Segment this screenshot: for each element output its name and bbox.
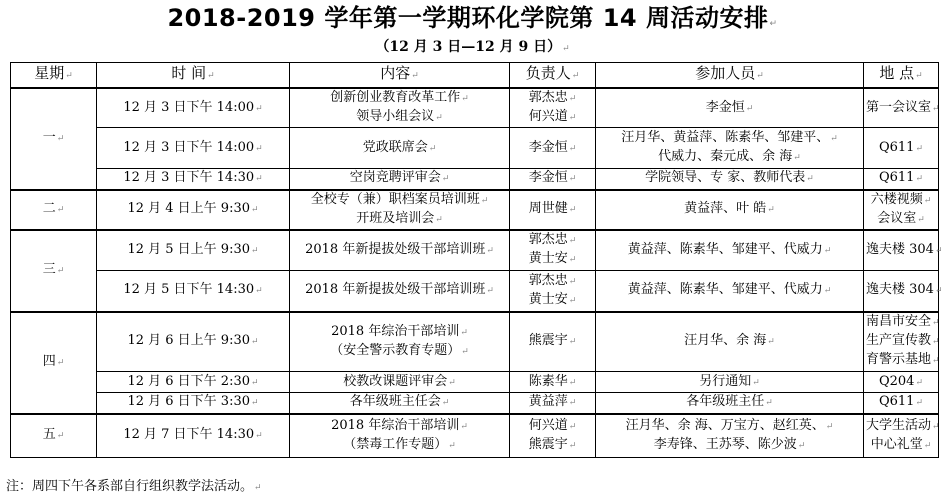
participants-cell: 汪月华、余 海、万宝方、赵红英、↵ 李寿锋、王苏琴、陈少波↵	[596, 414, 864, 458]
time-cell: 12 月 3 日下午 14:30↵	[97, 169, 290, 190]
table-row	[11, 169, 939, 190]
paragraph-mark-icon: ↵	[254, 483, 262, 493]
page-title	[0, 2, 945, 40]
content-cell: 党政联席会↵	[290, 128, 510, 169]
table-row	[11, 128, 939, 169]
weekday-cell: 四↵	[11, 312, 97, 414]
participants-cell: 学院领导、专 家、教师代表↵	[596, 169, 864, 190]
content-cell: 2018 年新提拔处级干部培训班↵	[290, 230, 510, 271]
content-cell: 各年级班主任会↵	[290, 393, 510, 414]
time-cell: 12 月 6 日下午 2:30↵	[97, 372, 290, 393]
title-text: 2018-2019 学年第一学期环化学院第 14 周活动安排	[167, 4, 769, 32]
location-cell: 逸夫楼 304↵	[864, 271, 939, 312]
leader-cell: 何兴道↵ 熊震宇↵	[510, 414, 596, 458]
participants-cell: 汪月华、余 海↵	[596, 312, 864, 372]
content-cell: 2018 年新提拔处级干部培训班↵	[290, 271, 510, 312]
participants-cell: 各年级班主任↵	[596, 393, 864, 414]
time-cell: 12 月 4 日上午 9:30↵	[97, 190, 290, 230]
content-cell: 2018 年综治干部培训↵ （安全警示教育专题）↵	[290, 312, 510, 372]
leader-cell: 周世健↵	[510, 190, 596, 230]
time-cell: 12 月 6 日下午 3:30↵	[97, 393, 290, 414]
subtitle-text: （12 月 3 日—12 月 9 日）	[375, 39, 562, 55]
weekday-cell: 五↵	[11, 414, 97, 458]
location-cell: Q204↵	[864, 372, 939, 393]
weekday-cell: 一↵	[11, 88, 97, 190]
table-row	[11, 312, 939, 372]
table-header-row	[11, 63, 939, 89]
leader-cell: 李金恒↵	[510, 169, 596, 190]
content-cell: 全校专（兼）职档案员培训班↵ 开班及培训会↵	[290, 190, 510, 230]
leader-cell: 郭杰忠↵ 黄士安↵	[510, 271, 596, 312]
time-cell: 12 月 3 日下午 14:00↵	[97, 88, 290, 128]
table-row	[11, 393, 939, 414]
participants-cell: 黄益萍、陈素华、邹建平、代威力↵	[596, 271, 864, 312]
table-row	[11, 372, 939, 393]
table-row	[11, 230, 939, 271]
page-subtitle	[0, 38, 945, 58]
location-cell: 逸夫楼 304↵	[864, 230, 939, 271]
location-cell: Q611↵	[864, 128, 939, 169]
participants-cell: 李金恒↵	[596, 88, 864, 128]
leader-cell: 熊震宇↵	[510, 312, 596, 372]
participants-cell: 另行通知↵	[596, 372, 864, 393]
footnote	[6, 478, 262, 497]
table-row	[11, 271, 939, 312]
location-cell: 南昌市安全↵ 生产宣传教↵ 育警示基地↵	[864, 312, 939, 372]
leader-cell: 李金恒↵	[510, 128, 596, 169]
paragraph-mark-icon: ↵	[769, 19, 778, 29]
time-cell: 12 月 5 日上午 9:30↵	[97, 230, 290, 271]
location-cell: Q611↵	[864, 169, 939, 190]
table-row	[11, 190, 939, 230]
content-cell: 2018 年综治干部培训↵ （禁毒工作专题）↵	[290, 414, 510, 458]
header-participants: 参加人员↵	[596, 63, 864, 89]
time-cell: 12 月 3 日下午 14:00↵	[97, 128, 290, 169]
header-leader: 负责人↵	[510, 63, 596, 89]
leader-cell: 郭杰忠↵ 何兴道↵	[510, 88, 596, 128]
leader-cell: 陈素华↵	[510, 372, 596, 393]
header-content: 内容↵	[290, 63, 510, 89]
participants-cell: 黄益萍、陈素华、邹建平、代威力↵	[596, 230, 864, 271]
header-location: 地 点↵	[864, 63, 939, 89]
weekday-cell: 三↵	[11, 230, 97, 312]
leader-cell: 郭杰忠↵ 黄士安↵	[510, 230, 596, 271]
participants-cell: 黄益萍、叶 皓↵	[596, 190, 864, 230]
header-time: 时 间↵	[97, 63, 290, 89]
content-cell: 校教改课题评审会↵	[290, 372, 510, 393]
content-cell: 空岗竞聘评审会↵	[290, 169, 510, 190]
location-cell: Q611↵	[864, 393, 939, 414]
time-cell: 12 月 5 日下午 14:30↵	[97, 271, 290, 312]
content-cell: 创新创业教育改革工作↵ 领导小组会议↵	[290, 88, 510, 128]
leader-cell: 黄益萍↵	[510, 393, 596, 414]
paragraph-mark-icon: ↵	[562, 44, 570, 54]
location-cell: 第一会议室↵	[864, 88, 939, 128]
table-row	[11, 414, 939, 458]
footnote-text: 注：周四下午各系部自行组织教学法活动。	[6, 479, 254, 494]
weekday-cell: 二↵	[11, 190, 97, 230]
schedule-table	[10, 62, 943, 458]
location-cell: 六楼视频↵ 会议室↵	[864, 190, 939, 230]
location-cell: 大学生活动↵ 中心礼堂↵	[864, 414, 939, 458]
header-weekday: 星期↵	[11, 63, 97, 89]
table-row	[11, 88, 939, 128]
time-cell: 12 月 7 日下午 14:30↵	[97, 414, 290, 458]
participants-cell: 汪月华、黄益萍、陈素华、邹建平、↵ 代威力、秦元成、余 海↵	[596, 128, 864, 169]
time-cell: 12 月 6 日上午 9:30↵	[97, 312, 290, 372]
